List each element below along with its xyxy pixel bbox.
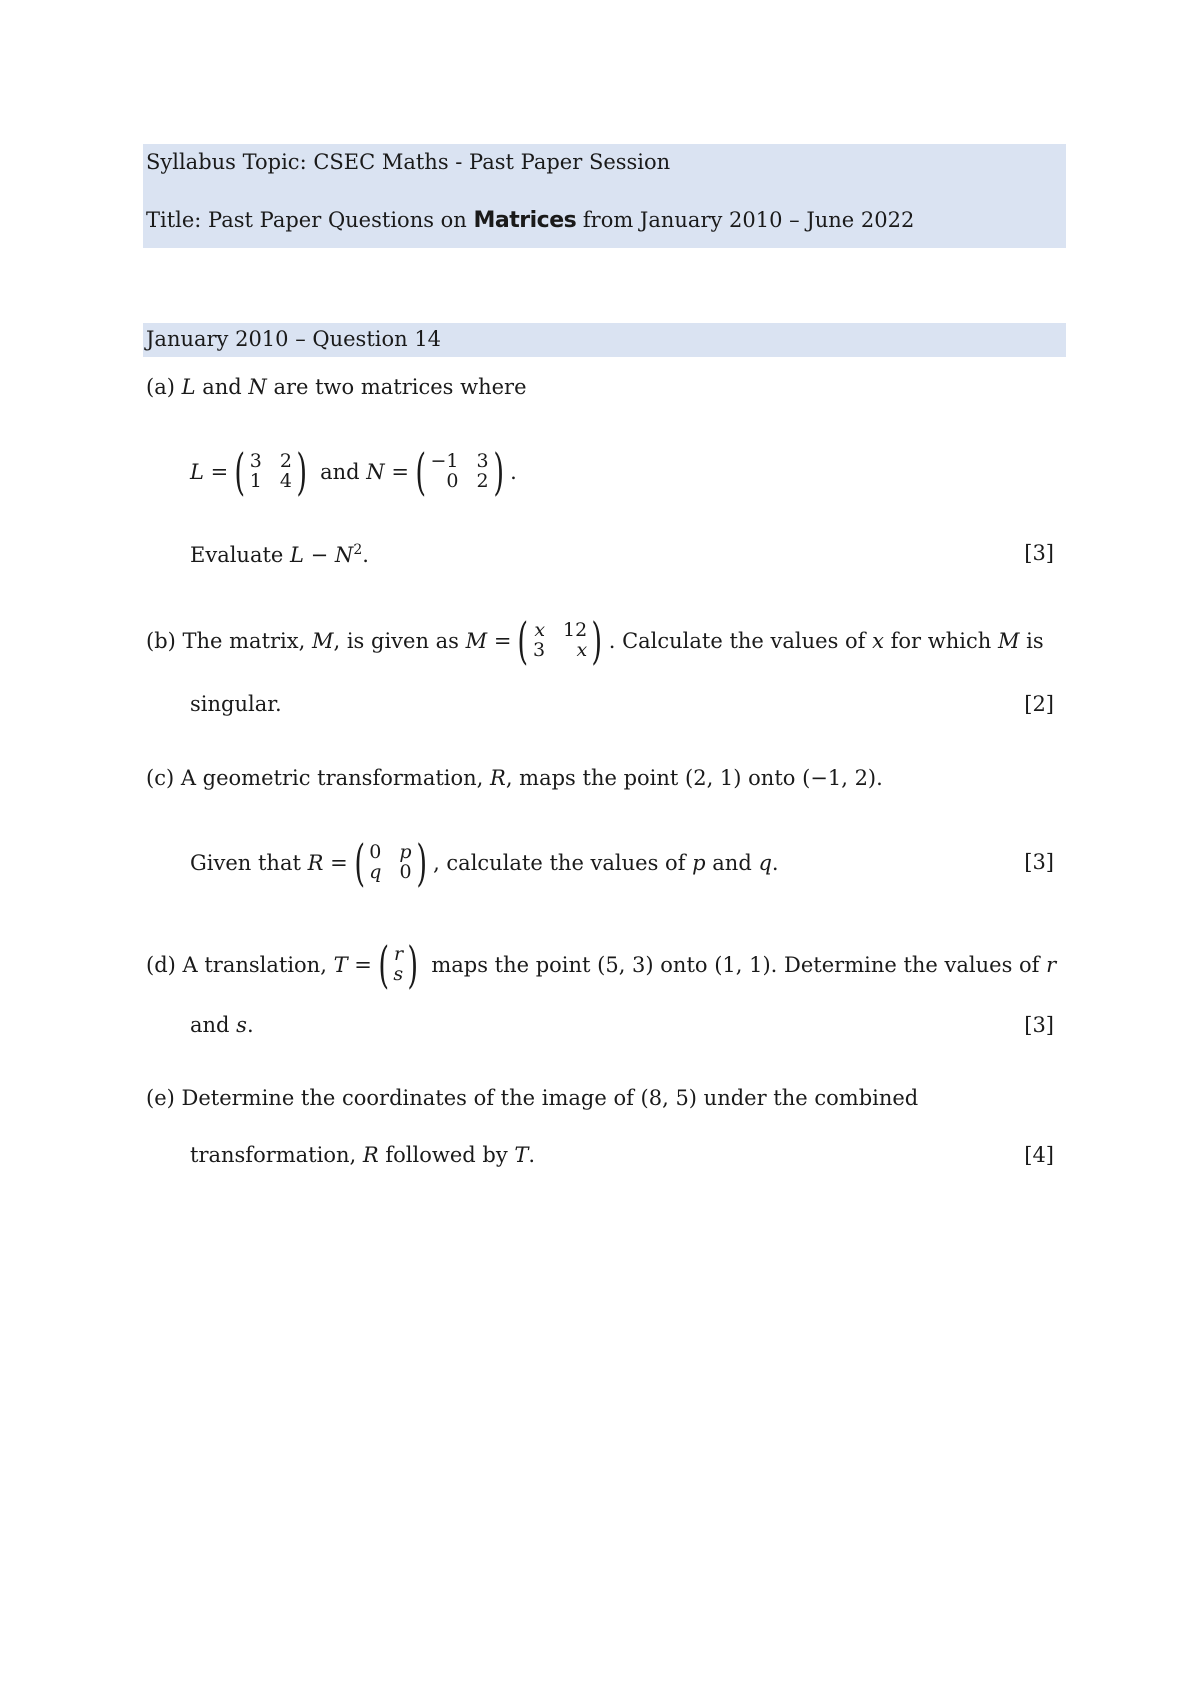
matrix-N: [411, 443, 508, 501]
part-b-line1: [146, 612, 1044, 670]
var-r: r: [1046, 952, 1057, 977]
exponent: 2: [353, 542, 363, 558]
matrix-cell: 2: [279, 450, 292, 473]
matrix-R: [350, 834, 431, 892]
matrix-cell: 12: [563, 619, 588, 642]
expression: L − N: [290, 543, 354, 567]
matrix-cell: 0: [399, 861, 412, 883]
marks-d: [3]: [1024, 1013, 1054, 1037]
matrix-cell: 0: [369, 841, 382, 864]
var-T: T: [514, 1143, 529, 1167]
N-equals: N =: [366, 459, 409, 484]
part-d-line1: [146, 936, 1057, 994]
title-suffix: from January 2010 – June 2022: [576, 208, 915, 232]
text: Given that: [190, 850, 308, 875]
vector-cell: s: [393, 963, 404, 985]
marks-b: [2]: [1024, 692, 1054, 716]
matrix-cell: 3: [532, 639, 546, 661]
left-paren-icon: (: [354, 834, 365, 892]
matrix-L: [230, 443, 311, 501]
right-paren-icon: ): [591, 612, 603, 670]
matrix-cell: x: [576, 639, 588, 661]
T-equals: T =: [333, 952, 372, 977]
left-paren-icon: (: [234, 443, 246, 501]
paper-title: [146, 210, 914, 232]
matrix-cell: 0: [446, 470, 459, 492]
var-R: R: [490, 766, 506, 790]
matrix-cell: 1: [249, 470, 262, 492]
part-c-label: (c) A geometric transformation,: [146, 766, 491, 790]
marks-e: [4]: [1024, 1143, 1054, 1167]
marks-c: [3]: [1024, 850, 1054, 874]
left-paren-icon: (: [378, 936, 389, 994]
title-topic: Matrices: [473, 208, 577, 233]
var-R: R: [362, 1143, 379, 1167]
part-e-line2: [190, 1145, 535, 1166]
left-paren-icon: (: [517, 612, 529, 670]
text: .: [362, 543, 369, 567]
vector-T: [374, 936, 423, 994]
var-M: M: [997, 628, 1020, 653]
text: is: [1019, 628, 1044, 653]
text: .: [771, 850, 779, 875]
var-N: N: [248, 375, 267, 399]
part-d-label: (d) A translation,: [146, 952, 334, 977]
matrix-M: [513, 612, 606, 670]
part-b-label: (b) The matrix,: [146, 628, 312, 653]
matrix-cell: −1: [430, 450, 459, 473]
text: and: [313, 459, 367, 484]
part-e-line1: (e) Determine the coordinates of the image of (8, 5) under the combined: [146, 1086, 919, 1110]
text: .: [510, 459, 517, 484]
matrix-cell: 2: [476, 470, 489, 492]
matrix-cell: 4: [279, 470, 292, 492]
matrix-cell: 3: [249, 450, 262, 473]
var-x: x: [872, 628, 884, 653]
part-b-line2: singular.: [190, 692, 282, 716]
text: . Calculate the values of: [608, 628, 873, 653]
matrix-cell: x: [534, 619, 546, 642]
part-c-line1: [146, 768, 883, 789]
text: .: [528, 1143, 536, 1167]
part-d-line2: [190, 1015, 254, 1036]
text: .: [246, 1013, 254, 1037]
text: are two matrices where: [266, 375, 527, 399]
right-paren-icon: ): [492, 443, 504, 501]
text: Evaluate: [190, 543, 291, 567]
part-a-matrices: [190, 443, 517, 501]
text: for which: [883, 628, 998, 653]
matrix-cell: p: [399, 841, 412, 864]
question-heading: January 2010 – Question 14: [146, 327, 442, 351]
var-L: L: [181, 375, 196, 399]
vector-cell: r: [394, 943, 404, 966]
text: transformation,: [190, 1143, 363, 1167]
var-p: p: [692, 850, 706, 875]
var-s: s: [236, 1013, 247, 1037]
matrix-cell: q: [369, 861, 382, 883]
text: and: [190, 1013, 237, 1037]
L-equals: L =: [190, 459, 229, 484]
text: , maps the point (2, 1) onto (−1, 2).: [505, 766, 883, 790]
part-a-intro: [146, 377, 527, 398]
part-a-label: (a): [146, 375, 182, 399]
var-q: q: [758, 850, 772, 875]
R-equals: R =: [307, 850, 348, 875]
text: , calculate the values of: [433, 850, 693, 875]
left-paren-icon: (: [415, 443, 427, 501]
M-equals: M =: [465, 628, 512, 653]
var-M: M: [311, 628, 334, 653]
marks-a: [3]: [1024, 541, 1054, 565]
part-c-given: [190, 834, 779, 892]
text: , is given as: [333, 628, 466, 653]
right-paren-icon: ): [296, 443, 308, 501]
text: and: [195, 375, 249, 399]
matrix-cell: 3: [476, 450, 489, 473]
title-prefix: Title: Past Paper Questions on: [146, 208, 474, 232]
right-paren-icon: ): [415, 834, 427, 892]
text: and: [705, 850, 759, 875]
text: followed by: [378, 1143, 515, 1167]
right-paren-icon: ): [407, 936, 419, 994]
syllabus-topic: Syllabus Topic: CSEC Maths - Past Paper Session: [146, 150, 671, 174]
part-a-evaluate: [190, 543, 369, 566]
text: maps the point (5, 3) onto (1, 1). Determine the values of: [424, 952, 1047, 977]
